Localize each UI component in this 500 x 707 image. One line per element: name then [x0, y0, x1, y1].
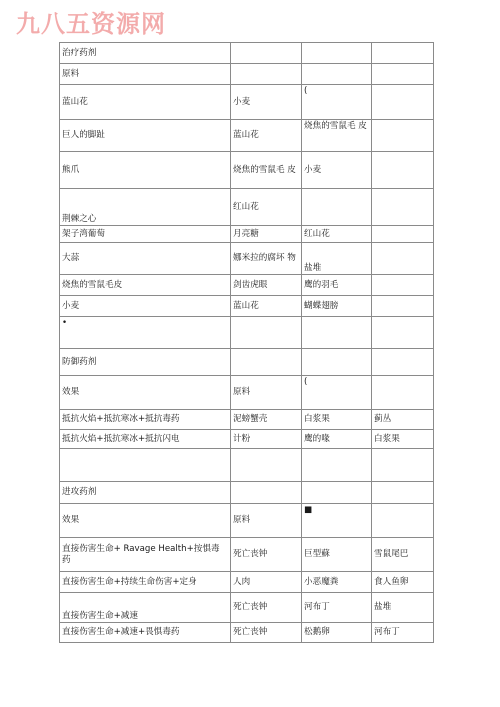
table-cell: [231, 449, 302, 482]
table-cell: [372, 275, 434, 296]
table-row: [60, 349, 434, 376]
table-cell: (: [302, 85, 372, 120]
table-cell: [302, 64, 372, 85]
table-cell: 熊爪: [60, 152, 231, 189]
table-row: [60, 85, 434, 120]
table-cell: [372, 376, 434, 410]
table-row: [60, 43, 434, 64]
table-cell: 小恶魔粪: [302, 572, 372, 593]
table-row: [60, 430, 434, 449]
table-cell: 抵抗火焰+抵抗寒冰+抵抗闪电: [60, 430, 231, 449]
table-cell: 烧焦的雪鼠毛 皮: [231, 152, 302, 189]
column-header: 原料: [60, 64, 231, 85]
table-row: [60, 189, 434, 226]
potion-table: [59, 42, 434, 643]
table-cell: 红山花: [302, 226, 372, 243]
table-cell: [60, 449, 231, 482]
table-cell: [302, 43, 372, 64]
table-cell: 巨人的脚趾: [60, 120, 231, 152]
table-cell: [372, 64, 434, 85]
column-header: 原料: [231, 376, 302, 410]
table-cell: 架子湾葡萄: [60, 226, 231, 243]
table-cell: 抵抗火焰+抵抗寒冰+抵抗毒药: [60, 410, 231, 430]
table-row: [60, 572, 434, 593]
table-cell: [372, 243, 434, 275]
table-row: [60, 120, 434, 152]
table-cell: 死亡丧钟: [231, 538, 302, 572]
table-row: [60, 64, 434, 85]
table-row: [60, 449, 434, 482]
table-cell: 蓟丛: [372, 410, 434, 430]
table-row: [60, 410, 434, 430]
table-cell: 直接伤害生命+持续生命伤害+定身: [60, 572, 231, 593]
table-row: [60, 296, 434, 317]
table-row: [60, 317, 434, 349]
table-cell: 盐堆: [302, 243, 372, 275]
table-cell: [372, 43, 434, 64]
table-cell: 小麦: [302, 152, 372, 189]
table-cell: 蓝山花: [60, 85, 231, 120]
table-cell: 河布丁: [372, 623, 434, 643]
table-cell: [372, 349, 434, 376]
table-cell: 月亮糖: [231, 226, 302, 243]
table-cell: 荆棘之心: [60, 189, 231, 226]
table-cell: [372, 152, 434, 189]
section-title-defense: 防御药剂: [60, 349, 231, 376]
table-cell: 直接伤害生命+减速: [60, 593, 231, 623]
table-cell: 大蒜: [60, 243, 231, 275]
table-cell: 计粉: [231, 430, 302, 449]
table-cell: 红山花: [231, 189, 302, 226]
section-title-offense: 进攻药剂: [60, 482, 231, 504]
table-cell: [231, 482, 302, 504]
table-cell: [372, 189, 434, 226]
table-cell: 白浆果: [372, 430, 434, 449]
table-cell: 娜米拉的腐坏 物: [231, 243, 302, 275]
table-cell: [372, 482, 434, 504]
section-title-healing: 治疗药剂: [60, 43, 231, 64]
table-cell: [302, 349, 372, 376]
table-row: [60, 152, 434, 189]
table-cell: (: [302, 376, 372, 410]
table-cell: ■: [302, 504, 372, 538]
column-header: 原料: [231, 504, 302, 538]
table-cell: 蝴蝶翅膀: [302, 296, 372, 317]
table-cell: 鹰的羽毛: [302, 275, 372, 296]
table-cell: [302, 449, 372, 482]
table-cell: 烧焦的雪鼠毛皮: [60, 275, 231, 296]
table-cell: 泥螃蟹壳: [231, 410, 302, 430]
table-row: [60, 504, 434, 538]
table-cell: [372, 504, 434, 538]
table-cell: 白浆果: [302, 410, 372, 430]
table-row: [60, 275, 434, 296]
table-cell: 鹰的喙: [302, 430, 372, 449]
table-cell: [302, 189, 372, 226]
table-cell: 河布丁: [302, 593, 372, 623]
table-row: [60, 538, 434, 572]
table-cell: 巨型蘇: [302, 538, 372, 572]
column-header: 效果: [60, 504, 231, 538]
bullet-mark: •: [60, 317, 231, 349]
table-cell: [231, 64, 302, 85]
table-row: [60, 226, 434, 243]
table-cell: 烧焦的雪鼠毛 皮: [302, 120, 372, 152]
table-cell: [372, 296, 434, 317]
table-row: [60, 243, 434, 275]
table-cell: 死亡丧钟: [231, 623, 302, 643]
table-cell: 人肉: [231, 572, 302, 593]
table-cell: [302, 317, 372, 349]
table-cell: 蓝山花: [231, 120, 302, 152]
table-cell: 雪鼠尾巴: [372, 538, 434, 572]
table-cell: [372, 317, 434, 349]
table-cell: 盐堆: [372, 593, 434, 623]
table-cell: [372, 226, 434, 243]
table-row: [60, 376, 434, 410]
table-cell: [372, 85, 434, 120]
table-cell: 剑齿虎眼: [231, 275, 302, 296]
table-cell: 直接伤害生命+减速+畏惧毒药: [60, 623, 231, 643]
table-cell: 食人鱼卵: [372, 572, 434, 593]
table-cell: [302, 482, 372, 504]
watermark-logo: 九八五资源网: [16, 10, 166, 38]
table-cell: [372, 120, 434, 152]
table-cell: 蓝山花: [231, 296, 302, 317]
table-row: [60, 593, 434, 623]
table-row: [60, 623, 434, 643]
table-cell: [231, 317, 302, 349]
table-cell: [231, 349, 302, 376]
column-header: 效果: [60, 376, 231, 410]
table-cell: 直接伤害生命+ Ravage Health+按惧毒 药: [60, 538, 231, 572]
table-row: [60, 482, 434, 504]
table-cell: 小麦: [60, 296, 231, 317]
table-cell: 小麦: [231, 85, 302, 120]
table-cell: 松鹅卵: [302, 623, 372, 643]
table-cell: 死亡丧钟: [231, 593, 302, 623]
table-cell: [372, 449, 434, 482]
table-cell: [231, 43, 302, 64]
